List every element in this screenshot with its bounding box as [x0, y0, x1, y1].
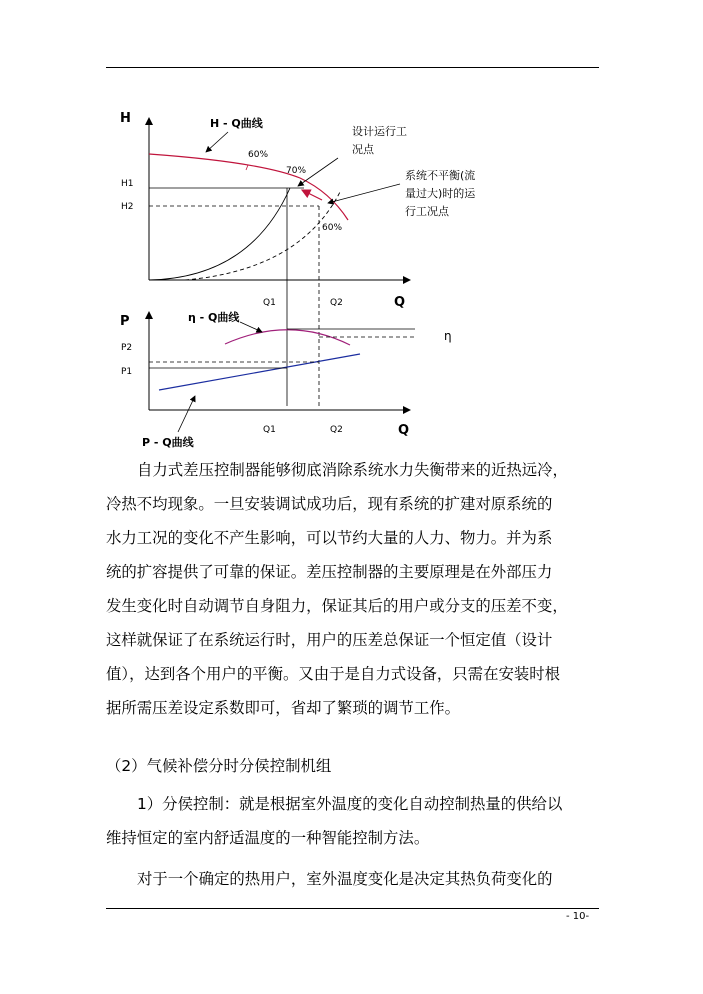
para1-line-7: 值），达到各个用户的平衡。又由于是自力式设备，只需在安装时根 [106, 665, 561, 683]
section-heading [106, 749, 599, 783]
p2-label: P2 [121, 343, 133, 353]
system-curve-unbalanced [185, 192, 343, 280]
para2-line-1: 1）分侯控制：就是根据室外温度的变化自动控制热量的供给以 [137, 795, 563, 813]
para2-line-2: 维持恒定的室内舒适温度的一种智能控制方法。 [106, 829, 430, 847]
annotation-unbalanced-line3: 行工况点 [405, 205, 449, 218]
top-x-label: Q [394, 295, 406, 310]
para1-line-1: 自力式差压控制器能够彻底消除系统水力失衡带来的近热远冷， [137, 461, 568, 479]
para1-line-4: 统的扩容提供了可靠的保证。差压控制器的主要原理是在外部压力 [106, 563, 553, 581]
eff-70: 70% [286, 166, 307, 176]
eta-symbol: η [444, 329, 452, 343]
hq-curve-label: H - Q曲线 [210, 117, 263, 130]
eff-60-left: 60% [248, 150, 269, 160]
q1-top-label: Q1 [263, 298, 276, 308]
eta-label-arrow [240, 322, 262, 332]
footer-rule [106, 908, 599, 909]
q2-top-label: Q2 [330, 298, 343, 308]
system-curve-design [149, 188, 290, 280]
annotation-design-line2: 况点 [352, 143, 374, 156]
eff-60-right: 60% [322, 223, 343, 233]
paragraph-3 [106, 862, 599, 896]
annotation-unbalanced-line1: 系统不平衡(流 [405, 169, 476, 182]
header-rule [106, 67, 599, 68]
power-curve-label: P - Q曲线 [142, 436, 194, 449]
eta-curve [225, 330, 350, 345]
eff-60-left-tick [246, 165, 248, 170]
annotation-unbalanced-line2: 量过大)时的运 [405, 187, 476, 200]
para1-line-8: 据所需压差设定系数即可，省却了繁琐的调节工作。 [106, 699, 460, 717]
p1-label: P1 [121, 367, 133, 377]
heading-text: （2）气候补偿分时分侯控制机组 [106, 757, 332, 775]
q1-bottom-label: Q1 [263, 425, 276, 435]
shift-arrow [302, 190, 322, 200]
power-curve [159, 354, 360, 390]
q2-bottom-label: Q2 [330, 425, 343, 435]
para1-line-6: 这样就保证了在系统运行时，用户的压差总保证一个恒定值（设计 [106, 631, 553, 649]
annotation-design-line1: 设计运行工 [352, 125, 407, 138]
para1-line-2: 冷热不均现象。一旦安装调试成功后，现有系统的扩建对原系统的 [106, 495, 553, 513]
paragraph-1 [106, 453, 599, 725]
top-y-label: H [120, 111, 131, 126]
hq-label-arrow [206, 132, 228, 152]
pump-curves-figure [100, 100, 480, 460]
page-number: - 10- [566, 911, 590, 922]
power-label-arrow [178, 396, 195, 432]
hq-curve [149, 154, 348, 220]
para1-line-5: 发生变化时自动调节自身阻力，保证其后的用户或分支的压差不变， [106, 597, 568, 615]
bottom-x-label: Q [398, 423, 410, 438]
para3-line-1: 对于一个确定的热用户，室外温度变化是决定其热负荷变化的 [137, 870, 553, 888]
para1-line-3: 水力工况的变化不产生影响，可以节约大量的人力、物力。并为系 [106, 529, 553, 547]
h1-label: H1 [121, 179, 134, 189]
paragraph-2 [106, 787, 599, 855]
bottom-y-label: P [120, 314, 130, 329]
eta-curve-label: η - Q曲线 [188, 311, 240, 324]
h2-label: H2 [121, 202, 134, 212]
